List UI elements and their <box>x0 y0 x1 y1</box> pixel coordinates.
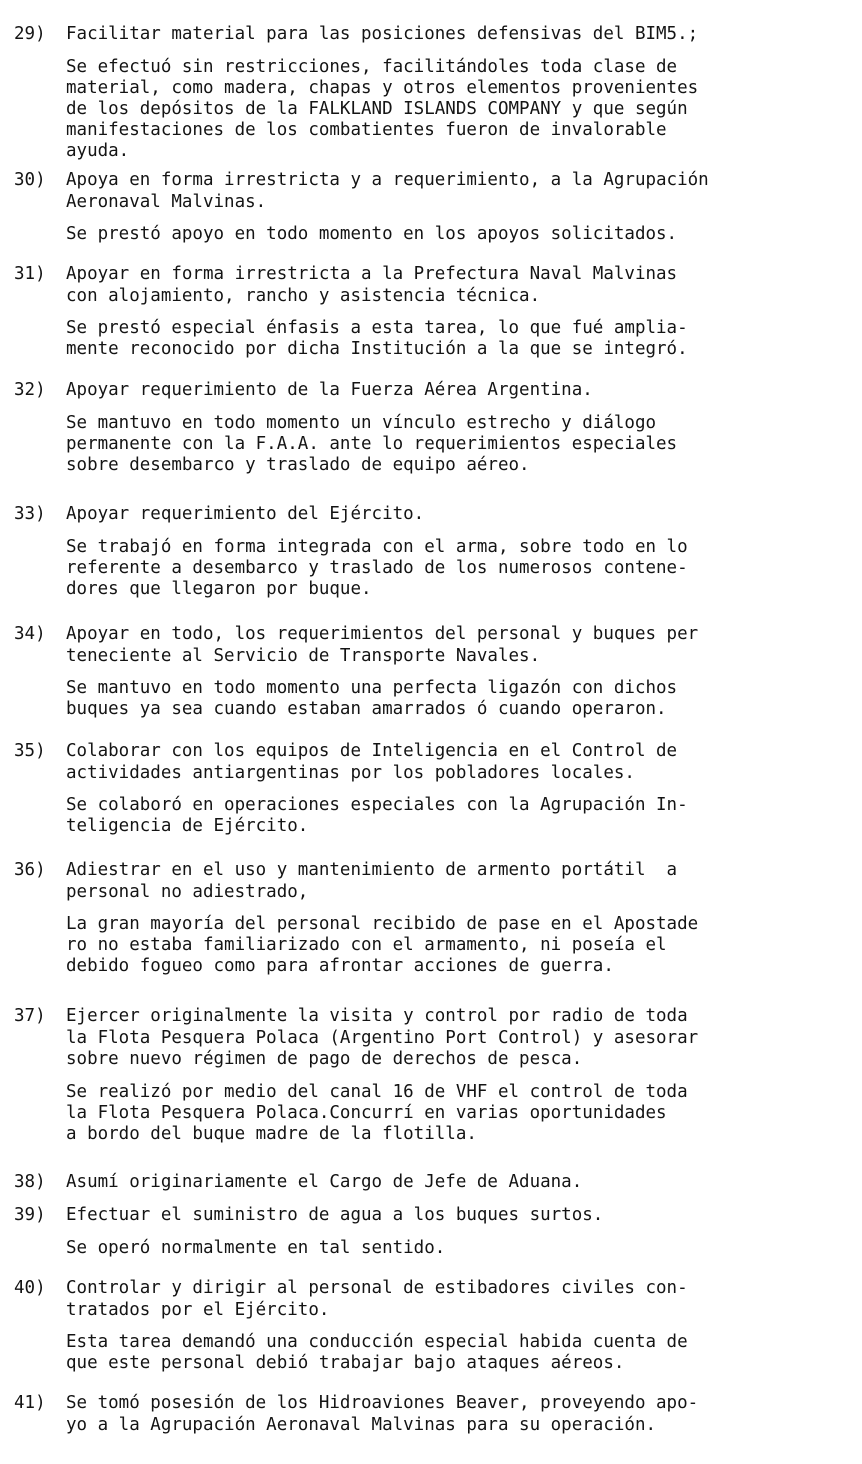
item-response: Se efectuó sin restricciones, facilitándoles toda clase de material, como madera, chapas y otros elementos provenientes de los depósitos de la FALKLAND ISLANDS COMPANY y que según manifestaciones de los combatientes fueron de invalorable ayuda. <box>66 56 699 161</box>
item-task: Efectuar el suministro de agua a los buques surtos. <box>66 1205 604 1225</box>
item-task: Apoyar requerimiento del Ejército. <box>66 504 425 524</box>
list-item <box>14 24 856 162</box>
item-number: 39) <box>14 1205 46 1225</box>
item-task: Apoyar en todo, los requerimientos del personal y buques per teneciente al Servicio de Transporte Navales. <box>66 624 699 666</box>
list-item <box>14 860 856 977</box>
item-task: Se tomó posesión de los Hidroaviones Beaver, proveyendo apo- yo a la Agrupación Aeronaval Malvinas para su operación. <box>66 1393 699 1435</box>
list-item <box>14 624 856 720</box>
item-task: Controlar y dirigir al personal de estibadores civiles con- tratados por el Ejército. <box>66 1278 688 1320</box>
item-task: Facilitar material para las posiciones defensivas del BIM5.; <box>66 24 699 44</box>
list-item <box>14 1172 856 1194</box>
item-number: 38) <box>14 1172 46 1192</box>
item-task: Asumí originariamente el Cargo de Jefe de Aduana. <box>66 1172 583 1192</box>
item-response: Se mantuvo en todo momento una perfecta ligazón con dichos buques ya sea cuando estaban amarrados ó cuando operaron. <box>66 678 678 719</box>
item-task: Apoya en forma irrestricta y a requerimiento, a la Agrupación Aeronaval Malvinas. <box>66 170 709 212</box>
item-number: 33) <box>14 504 46 524</box>
list-item <box>14 741 856 837</box>
item-response: La gran mayoría del personal recibido de pase en el Apostade ro no estaba familiarizado con el armamento, ni poseía el debido fogueo como para afrontar acciones de guerra. <box>66 914 699 976</box>
list-item <box>14 504 856 600</box>
item-response: Se prestó apoyo en todo momento en los apoyos solicitados. <box>66 224 678 244</box>
item-number: 40) <box>14 1278 46 1298</box>
list-item <box>14 380 856 476</box>
item-response: Se prestó especial énfasis a esta tarea, lo que fué amplia- mente reconocido por dicha Institución a la que se integró. <box>66 318 688 359</box>
item-task: Adiestrar en el uso y mantenimiento de armento portátil a personal no adiestrado, <box>66 860 678 902</box>
item-number: 36) <box>14 860 46 880</box>
list-item <box>14 264 856 360</box>
item-task: Ejercer originalmente la visita y control por radio de toda la Flota Pesquera Polaca (Argentino Port Control) y asesorar sobre nuevo régimen de pago de derechos de pesca. <box>66 1006 699 1069</box>
list-item <box>14 170 856 245</box>
item-response: Se mantuvo en todo momento un vínculo estrecho y diálogo permanente con la F.A.A. ante lo requerimientos especiales sobre desembarco y traslado de equipo aéreo. <box>66 412 678 475</box>
item-number: 34) <box>14 624 46 644</box>
item-response: Se colaboró en operaciones especiales con la Agrupación In- teligencia de Ejército. <box>66 795 688 836</box>
item-response: Se trabajó en forma integrada con el arma, sobre todo en lo referente a desembarco y traslado de los numerosos contene- dores que llegaron por buque. <box>66 536 688 599</box>
item-task: Apoyar en forma irrestricta a la Prefectura Naval Malvinas con alojamiento, rancho y asistencia técnica. <box>66 264 678 306</box>
item-number: 37) <box>14 1006 46 1026</box>
item-number: 29) <box>14 24 46 44</box>
item-response: Se operó normalmente en tal sentido. <box>66 1237 446 1258</box>
item-response: Se realizó por medio del canal 16 de VHF el control de toda la Flota Pesquera Polaca.Concurrí en varias oportunidades a bordo del buque madre de la flotilla. <box>66 1081 688 1144</box>
list-item <box>14 1205 856 1259</box>
item-number: 35) <box>14 741 46 761</box>
item-number: 30) <box>14 170 46 190</box>
item-task: Apoyar requerimiento de la Fuerza Aérea Argentina. <box>66 380 593 400</box>
list-item <box>14 1278 856 1374</box>
item-number: 41) <box>14 1393 46 1413</box>
item-number: 32) <box>14 380 46 400</box>
list-item <box>14 1393 856 1436</box>
list-item <box>14 1006 856 1145</box>
item-response: Esta tarea demandó una conducción especial habida cuenta de que este personal debió trabajar bajo ataques aéreos. <box>66 1332 688 1373</box>
item-task: Colaborar con los equipos de Inteligencia en el Control de actividades antiargentinas por los pobladores locales. <box>66 741 678 783</box>
item-number: 31) <box>14 264 46 284</box>
